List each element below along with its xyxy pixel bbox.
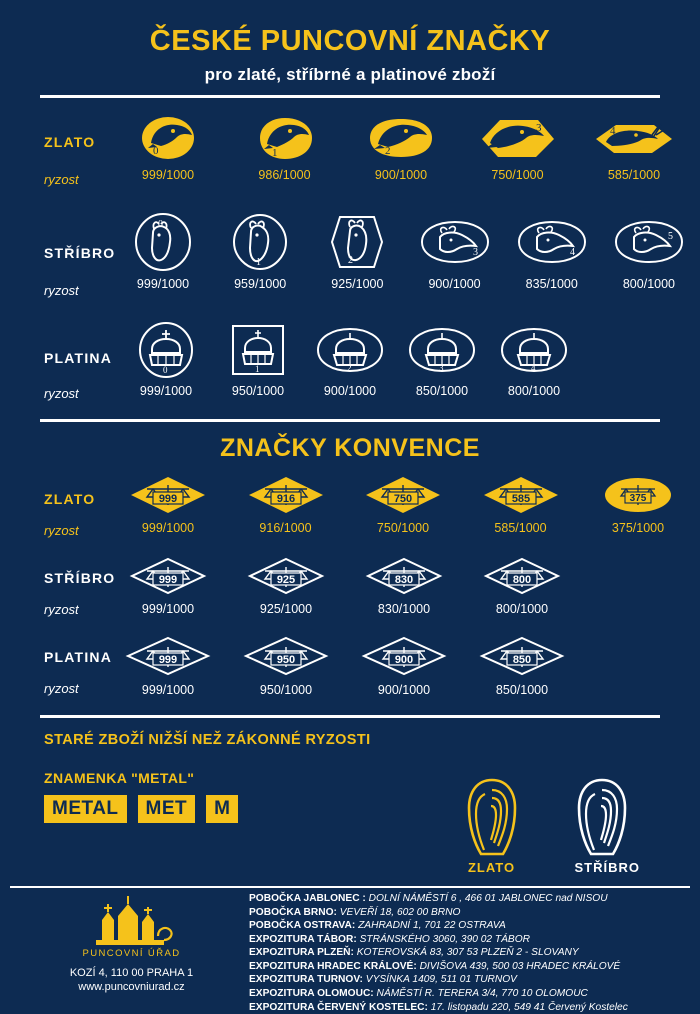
svg-text:830: 830 [394, 573, 414, 586]
svg-text:900: 900 [394, 653, 414, 666]
mark-art-scales-platinum-3 [474, 633, 570, 679]
branch-list [249, 890, 686, 1014]
branch-name: EXPOZITURA HRADEC KRÁLOVÉ: [249, 960, 417, 972]
mark-art-scales-gold-3 [473, 473, 569, 517]
mark-caption: 800/1000 [507, 383, 561, 398]
mark-art-scales-platinum-0 [120, 633, 216, 679]
mark-caption: 800/1000 [495, 601, 549, 616]
mark-caption: 986/1000 [258, 167, 311, 182]
mark-art-eagle-head-2 [353, 112, 449, 164]
mark-caption: 925/1000 [331, 276, 384, 291]
mark-art-chamois-head-1 [217, 211, 303, 273]
mark-caption: 850/1000 [415, 383, 469, 398]
office-name: PUNCOVNÍ ÚŘAD [82, 948, 181, 959]
svg-text:1: 1 [255, 363, 260, 374]
gold-thumbprint-icon [465, 778, 519, 856]
svg-text:3: 3 [472, 246, 478, 258]
svg-text:750: 750 [393, 492, 413, 505]
mark-art-crown-3 [396, 320, 488, 380]
marks-czech-silver [120, 211, 700, 291]
mark-conv-platinum-1 [238, 633, 334, 697]
convention-title: ZNAČKY KONVENCE [220, 433, 480, 462]
office-logo-icon [84, 896, 180, 946]
znamenka-title: ZNAMENKA "METAL" [44, 769, 195, 786]
svg-text:925: 925 [276, 573, 296, 586]
mark-caption: 850/1000 [495, 682, 549, 697]
mark-art-chamois-head-5 [606, 211, 692, 273]
fineness-label-gold: ryzost [44, 171, 79, 187]
mark-caption: 830/1000 [377, 601, 431, 616]
mark-czech-silver-5 [606, 211, 692, 291]
mark-art-scales-gold-1 [238, 473, 334, 517]
thumb-caption: ZLATO [467, 860, 516, 875]
mark-art-crown-2 [304, 320, 396, 380]
mark-conv-gold-2 [355, 473, 451, 535]
branch-address: VYSÍNKA 1409, 511 01 TURNOV [365, 974, 517, 986]
silver-thumbprint-icon [575, 778, 629, 856]
branch-name: EXPOZITURA TURNOV: [249, 974, 363, 986]
old-goods-thumbs [465, 778, 641, 875]
mark-caption: 950/1000 [231, 383, 285, 398]
mark-art-eagle-head-3 [470, 112, 566, 164]
marks-conv-gold [120, 473, 700, 535]
svg-text:2: 2 [385, 144, 391, 157]
footer [0, 890, 700, 1014]
poster-header [0, 0, 700, 98]
svg-text:0: 0 [158, 218, 163, 230]
svg-text:950: 950 [276, 653, 296, 666]
branch-name: POBOČKA BRNO: [249, 906, 337, 918]
branch-address: KOTEROVSKÁ 83, 307 53 PLZEŇ 2 - SLOVANY [356, 947, 579, 959]
thumb-caption: STŘÍBRO [574, 860, 640, 875]
branch-item [249, 973, 686, 987]
office-website[interactable]: www.puncovniurad.cz [78, 981, 185, 993]
mark-art-scales-platinum-1 [238, 633, 334, 679]
mark-caption: 900/1000 [374, 167, 428, 182]
mark-czech-silver-3 [412, 211, 498, 291]
branch-item [249, 919, 686, 933]
fineness-label-platinum: ryzost [44, 680, 79, 696]
section-czech-gold [0, 112, 700, 187]
mark-caption: 900/1000 [428, 276, 481, 291]
metal-box-metal: METAL [44, 795, 127, 823]
marks-conv-silver [120, 554, 700, 616]
mark-conv-gold-1 [238, 473, 334, 535]
mark-art-scales-gold-0 [120, 473, 216, 517]
svg-text:585: 585 [511, 492, 530, 505]
mark-caption: 999/1000 [141, 520, 195, 535]
mark-art-chamois-head-4 [509, 211, 595, 273]
branch-item [249, 987, 686, 1001]
row-label-silver [0, 211, 120, 298]
mark-art-scales-silver-3 [474, 554, 570, 598]
mark-art-eagle-head-0 [120, 112, 216, 164]
mark-art-scales-platinum-2 [356, 633, 452, 679]
mark-czech-gold-3 [470, 112, 566, 182]
fineness-label-silver: ryzost [44, 601, 79, 617]
marks-czech-platinum [120, 320, 700, 398]
branch-address: STRÁNSKÉHO 3060, 390 02 TÁBOR [359, 933, 531, 945]
branch-item [249, 960, 686, 974]
mark-caption: 999/1000 [141, 167, 195, 182]
branch-name: EXPOZITURA TÁBOR: [249, 933, 357, 945]
section-convention-gold [0, 473, 700, 538]
svg-text:850: 850 [512, 653, 532, 666]
mark-caption: 999/1000 [136, 276, 190, 291]
mark-conv-gold-0 [120, 473, 216, 535]
mark-art-eagle-head-4 [586, 112, 682, 164]
svg-text:0: 0 [153, 144, 159, 157]
branch-address: DIVIŠOVA 439, 500 03 HRADEC KRÁLOVÉ [419, 960, 621, 972]
thumb-gold [465, 778, 519, 875]
mark-conv-silver-0 [120, 554, 216, 616]
svg-text:999: 999 [158, 492, 178, 505]
mark-caption: 750/1000 [491, 167, 544, 182]
metal-label-platinum: PLATINA [44, 648, 113, 665]
mark-caption: 900/1000 [377, 682, 431, 697]
mark-art-scales-silver-1 [238, 554, 334, 598]
branch-item [249, 906, 686, 920]
mark-conv-silver-2 [356, 554, 452, 616]
mark-caption: 999/1000 [141, 682, 195, 697]
office-address: KOZÍ 4, 110 00 PRAHA 1 [69, 967, 194, 979]
mark-caption: 916/1000 [259, 520, 312, 535]
svg-text:375: 375 [629, 492, 647, 504]
marks-czech-gold [120, 112, 700, 182]
branch-address: ZAHRADNÍ 1, 701 22 OSTRAVA [358, 920, 506, 932]
mark-czech-silver-2 [314, 211, 400, 291]
mark-caption: 959/1000 [234, 276, 287, 291]
mark-caption: 800/1000 [622, 276, 675, 291]
metal-box-met: MET [138, 795, 196, 823]
svg-text:3: 3 [535, 121, 541, 134]
branch-name: EXPOZITURA OLOMOUC: [249, 987, 374, 999]
branch-address: DOLNÍ NÁMĚSTÍ 6 , 466 01 JABLONEC nad NISOU [368, 893, 608, 904]
svg-text:916: 916 [276, 492, 295, 505]
section-divider-2 [40, 715, 660, 718]
branch-item [249, 1001, 686, 1014]
mark-art-scales-gold-2 [355, 473, 451, 517]
row-label-conv-gold [0, 473, 120, 538]
branch-address: VEVEŘÍ 18, 602 00 BRNO [339, 906, 461, 918]
metal-label-gold: ZLATO [44, 133, 96, 150]
svg-text:999: 999 [158, 653, 178, 666]
branch-name: EXPOZITURA PLZEŇ: [249, 947, 354, 959]
footer-office [14, 890, 249, 1014]
row-label-gold [0, 112, 120, 187]
mark-czech-gold-4 [586, 112, 682, 182]
mark-art-crown-4 [488, 320, 580, 380]
mark-art-eagle-head-1 [237, 112, 333, 164]
branch-item [249, 892, 686, 906]
mark-czech-platinum-1 [212, 320, 304, 398]
mark-czech-platinum-2 [304, 320, 396, 398]
mark-conv-gold-3 [473, 473, 569, 535]
section-convention-silver [0, 554, 700, 617]
metal-label-platinum: PLATINA [44, 349, 113, 366]
svg-text:800: 800 [512, 573, 532, 586]
mark-art-chamois-head-0 [120, 211, 206, 273]
svg-text:1: 1 [271, 146, 277, 159]
branch-item [249, 946, 686, 960]
mark-conv-platinum-3 [474, 633, 570, 697]
mark-caption: 375/1000 [611, 520, 665, 535]
mark-conv-platinum-0 [120, 633, 216, 697]
mark-art-crown-1 [212, 320, 304, 380]
mark-caption: 950/1000 [259, 682, 313, 697]
marks-conv-platinum [120, 633, 700, 697]
metal-label-gold: ZLATO [44, 490, 96, 507]
svg-text:5: 5 [667, 230, 673, 242]
mark-art-scales-silver-0 [120, 554, 216, 598]
mark-czech-gold-1 [237, 112, 333, 182]
svg-text:2: 2 [348, 254, 354, 266]
old-goods-title: STARÉ ZBOŽÍ NIŽŠÍ NEŽ ZÁKONNÉ RYZOSTI [44, 731, 371, 748]
row-label-platinum [0, 320, 120, 401]
mark-conv-gold-4 [590, 473, 686, 535]
mark-art-scales-silver-2 [356, 554, 452, 598]
branch-item [249, 933, 686, 947]
section-divider-1 [40, 419, 660, 422]
mark-czech-silver-1 [217, 211, 303, 291]
svg-text:0: 0 [163, 364, 168, 375]
svg-text:4: 4 [610, 124, 616, 137]
mark-art-chamois-head-2 [314, 211, 400, 273]
metal-label-silver: STŘÍBRO [44, 244, 116, 261]
footer-divider [10, 886, 690, 888]
mark-caption: 999/1000 [141, 601, 195, 616]
mark-caption: 835/1000 [525, 276, 578, 291]
section-convention-platinum [0, 633, 700, 697]
mark-caption: 999/1000 [139, 383, 193, 398]
page-title: ČESKÉ PUNCOVNÍ ZNAČKY [149, 25, 551, 57]
mark-caption: 585/1000 [494, 520, 547, 535]
mark-conv-silver-3 [474, 554, 570, 616]
header-divider [40, 95, 660, 98]
mark-caption: 900/1000 [323, 383, 377, 398]
svg-text:999: 999 [158, 573, 178, 586]
mark-czech-silver-0 [120, 211, 206, 291]
mark-art-crown-0 [120, 320, 212, 380]
mark-conv-silver-1 [238, 554, 334, 616]
branch-address: NÁMĚSTÍ R. TERERA 3/4, 770 10 OLOMOUC [376, 987, 588, 999]
mark-czech-platinum-3 [396, 320, 488, 398]
metal-label-silver: STŘÍBRO [44, 569, 116, 586]
svg-text:4: 4 [569, 246, 575, 258]
svg-text:4: 4 [531, 362, 536, 373]
mark-czech-gold-0 [120, 112, 216, 182]
row-label-conv-platinum [0, 633, 120, 696]
branch-name: POBOČKA JABLONEC : [249, 893, 366, 904]
svg-text:2: 2 [347, 362, 352, 373]
mark-czech-platinum-4 [488, 320, 580, 398]
svg-text:3: 3 [439, 362, 444, 373]
metal-box-m: M [206, 795, 238, 823]
fineness-label-platinum: ryzost [44, 385, 79, 401]
branch-name: POBOČKA OSTRAVA: [249, 920, 356, 932]
mark-czech-platinum-0 [120, 320, 212, 398]
row-label-conv-silver [0, 554, 120, 617]
section-czech-silver [0, 211, 700, 298]
mark-caption: 585/1000 [607, 167, 661, 182]
thumb-silver [575, 778, 641, 875]
mark-czech-silver-4 [509, 211, 595, 291]
mark-art-scales-gold-4 [590, 473, 686, 517]
svg-text:1: 1 [256, 256, 262, 268]
branch-name: EXPOZITURA ČERVENÝ KOSTELEC: [249, 1001, 428, 1013]
mark-czech-gold-2 [353, 112, 449, 182]
section-czech-platinum [0, 320, 700, 401]
mark-caption: 750/1000 [376, 520, 430, 535]
branch-address: 17. listopadu 220, 549 41 Červený Kostelec [430, 1001, 628, 1013]
fineness-label-gold: ryzost [44, 522, 79, 538]
mark-conv-platinum-2 [356, 633, 452, 697]
page-subtitle: pro zlaté, stříbrné a platinové zboží [204, 64, 496, 84]
mark-art-chamois-head-3 [412, 211, 498, 273]
fineness-label-silver: ryzost [44, 282, 79, 298]
mark-caption: 925/1000 [259, 601, 313, 616]
